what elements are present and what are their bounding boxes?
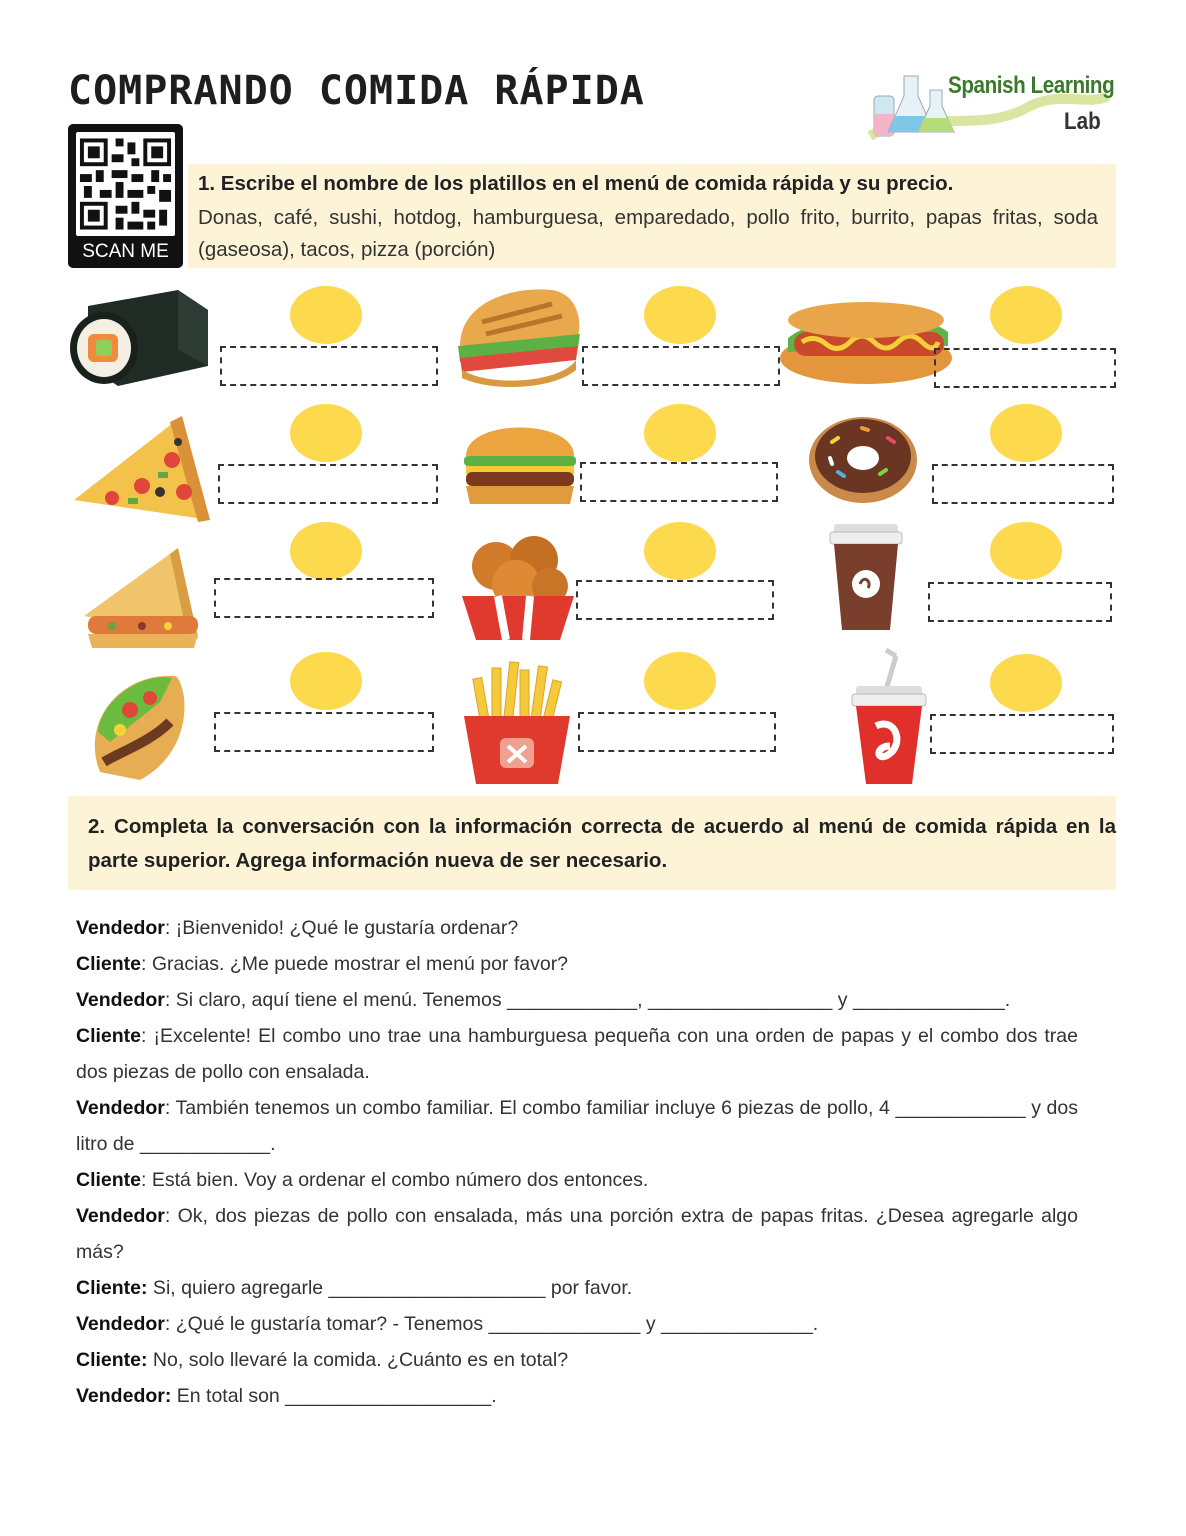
dialog-line: Vendedor: ¿Qué le gustaría tomar? - Tenemos ______________ y ______________. [76, 1313, 819, 1335]
speaker: Vendedor [76, 1205, 165, 1227]
word-bank: Donas, café, sushi, hotdog, hamburguesa, emparedado, pollo frito, burrito, papas fritas, soda (gaseosa), tacos, pizza (porción) [198, 206, 1098, 261]
speaker: Cliente [76, 953, 142, 975]
dialog-text: ¡Bienvenido! ¿Qué le gustaría ordenar? [170, 917, 519, 939]
dialog-line [76, 1378, 1078, 1414]
dialog-text: Ok, dos piezas de pollo con ensalada, más una porción extra de papas fritas. ¿Desea agregarle algo más? [76, 1205, 1078, 1263]
logo-text-line1: Spanish Learning [948, 72, 1115, 99]
answer-box[interactable] [930, 714, 1114, 754]
answer-box[interactable] [214, 712, 434, 752]
answer-box[interactable] [580, 462, 778, 502]
dialog-line: Cliente: Está bien. Voy a ordenar el combo número dos entonces. [76, 1169, 649, 1191]
burrito-icon [82, 546, 200, 650]
dialog-line: Vendedor: Ok, dos piezas de pollo con ensalada, más una porción extra de papas fritas. ¿Desea agregarle algo más? [76, 1205, 1078, 1263]
answer-box[interactable] [928, 582, 1112, 622]
speaker: Vendedor [76, 1097, 165, 1119]
coffee-cup-icon [826, 522, 906, 632]
instructions-section-1 [188, 164, 1116, 268]
logo-text-line2: Lab [1064, 108, 1101, 135]
dialog-text: No, solo llevaré la comida. ¿Cuánto es en total? [147, 1349, 569, 1371]
section-1-heading: 1. Escribe el nombre de los platillos en el menú de comida rápida y su precio. [198, 172, 954, 195]
price-circle [990, 404, 1062, 462]
price-circle [644, 404, 716, 462]
qr-label: SCAN ME [82, 241, 169, 262]
sushi-icon [68, 286, 210, 390]
conversation [76, 910, 1078, 1414]
speaker: Cliente: [76, 1277, 148, 1299]
dialog-text: En total son ___________________. [171, 1385, 497, 1407]
dialog-text: Está bien. Voy a ordenar el combo número dos entonces. [146, 1169, 649, 1191]
speaker: Vendedor: [76, 1385, 172, 1407]
answer-box[interactable] [578, 712, 776, 752]
dialog-line [76, 1270, 1078, 1306]
speaker: Vendedor [76, 1313, 165, 1335]
speaker: Vendedor [76, 989, 165, 1011]
section-2-heading: 2. Completa la conversación con la información correcta de acuerdo al menú de comida rápida en la parte superior. Agrega información nueva de ser necesario. [88, 815, 1116, 872]
pizza-slice-icon [72, 412, 212, 524]
price-circle [644, 522, 716, 580]
speaker: Vendedor [76, 917, 165, 939]
price-circle [290, 286, 362, 344]
donut-icon [808, 412, 918, 504]
answer-box[interactable] [214, 578, 434, 618]
answer-box[interactable] [932, 464, 1114, 504]
qr-code[interactable] [68, 124, 183, 268]
answer-box[interactable] [218, 464, 438, 504]
french-fries-icon [462, 658, 572, 786]
price-circle [290, 522, 362, 580]
dialog-text: ¿Qué le gustaría tomar? - Tenemos ______________ y ______________. [170, 1313, 819, 1335]
speaker: Cliente: [76, 1349, 148, 1371]
fried-chicken-icon [460, 532, 576, 642]
dialog-line: Vendedor: Si claro, aquí tiene el menú. Tenemos ____________, _________________ y ______________. [76, 989, 1011, 1011]
soda-cup-icon [846, 646, 932, 786]
price-circle [290, 652, 362, 710]
answer-box[interactable] [220, 346, 438, 386]
answer-box[interactable] [934, 348, 1116, 388]
price-circle [290, 404, 362, 462]
speaker: Cliente [76, 1025, 142, 1047]
speaker: Cliente [76, 1169, 142, 1191]
price-circle [990, 654, 1062, 712]
sandwich-icon [452, 282, 584, 392]
hotdog-icon [778, 292, 956, 388]
dialog-line [76, 1342, 1078, 1378]
qr-pattern [76, 132, 175, 236]
dialog-text: Si, quiero agregarle ____________________ por favor. [147, 1277, 633, 1299]
dialog-text: ¡Excelente! El combo uno trae una hamburguesa pequeña con una orden de papas y el combo dos trae dos piezas de pollo con ensalada. [76, 1025, 1078, 1083]
price-circle [644, 652, 716, 710]
taco-icon [80, 662, 196, 784]
dialog-line: Vendedor: También tenemos un combo familiar. El combo familiar incluye 6 piezas de pollo, 4 ____________ y dos litro de ____________. [76, 1097, 1078, 1155]
instructions-section-2 [68, 796, 1116, 890]
dialog-text: Si claro, aquí tiene el menú. Tenemos ____________, _________________ y ______________. [170, 989, 1011, 1011]
dialog-line: Cliente: ¡Excelente! El combo uno trae una hamburguesa pequeña con una orden de papas y el combo dos trae dos piezas de pollo con ensalada. [76, 1025, 1078, 1083]
dialog-text: Gracias. ¿Me puede mostrar el menú por favor? [146, 953, 569, 975]
answer-box[interactable] [582, 346, 780, 386]
price-circle [990, 522, 1062, 580]
answer-box[interactable] [576, 580, 774, 620]
price-circle [990, 286, 1062, 344]
dialog-line: Cliente: Gracias. ¿Me puede mostrar el menú por favor? [76, 953, 569, 975]
dialog-line: Vendedor: ¡Bienvenido! ¿Qué le gustaría ordenar? [76, 917, 519, 939]
price-circle [644, 286, 716, 344]
page-title: COMPRANDO COMIDA RÁPIDA [68, 68, 645, 114]
dialog-text: También tenemos un combo familiar. El combo familiar incluye 6 piezas de pollo, 4 ____________ y dos litro de ____________. [76, 1097, 1078, 1155]
hamburger-icon [460, 408, 580, 508]
